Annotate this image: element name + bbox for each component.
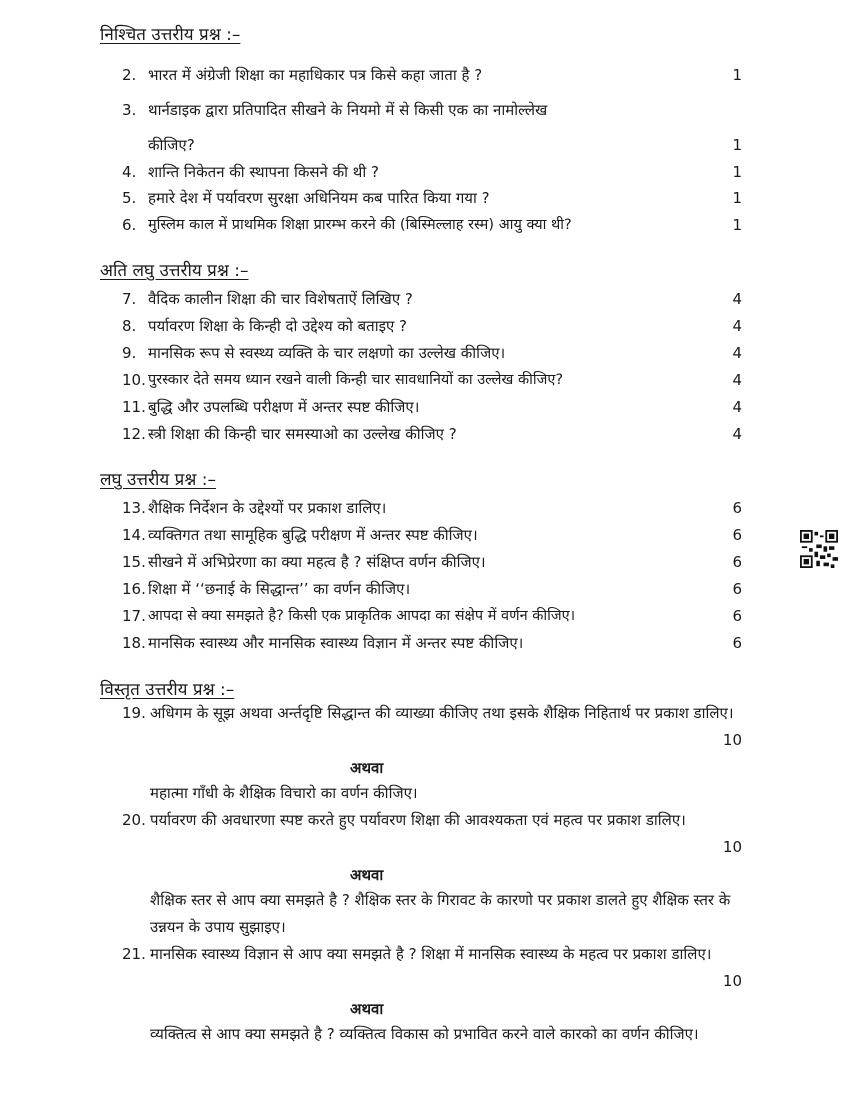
question-number: 3. xyxy=(122,101,137,119)
question-text: मुस्लिम काल में प्राथमिक शिक्षा प्रारम्भ करने की (बिस्मिल्लाह रस्म) आयु क्या थी? xyxy=(148,217,572,233)
question-number: 8. xyxy=(122,317,137,335)
question-text: पर्यावरण की अवधारणा स्पष्ट करते हुए पर्यावरण शिक्षा की आवश्यकता एवं महत्व पर प्रकाश डालिए। xyxy=(150,811,686,829)
question-text: पर्यावरण शिक्षा के किन्ही दो उद्देश्य को बताइए ? xyxy=(148,317,407,335)
question-marks: 10 xyxy=(722,731,742,749)
question-marks: 6 xyxy=(732,499,742,517)
question-marks: 4 xyxy=(732,425,742,443)
question-number: 11. xyxy=(122,398,146,416)
question-number: 6. xyxy=(122,216,137,234)
question-marks: 4 xyxy=(732,371,742,389)
question-item xyxy=(122,941,742,995)
section-heading-definite: निश्चित उत्तरीय प्रश्न :– xyxy=(100,25,241,45)
question-marks: 10 xyxy=(722,838,742,856)
question-number: 7. xyxy=(122,290,137,308)
question-number: 17. xyxy=(122,607,146,625)
question-marks: 4 xyxy=(732,317,742,335)
question-text: आपदा से क्या समझते है? किसी एक प्राकृतिक आपदा का संक्षेप में वर्णन कीजिए। xyxy=(148,608,576,624)
question-text: शिक्षा में ‘‘छनाई के सिद्धान्त’’ का वर्णन कीजिए। xyxy=(148,580,411,598)
question-text: मानसिक स्वास्थ्य विज्ञान से आप क्या समझते है ? शिक्षा में मानसिक स्वास्थ्य के महत्व पर प्रकाश डालिए। xyxy=(150,945,712,963)
question-marks: 6 xyxy=(732,580,742,598)
question-marks: 1 xyxy=(732,189,742,207)
alternative-question-text: महात्मा गाँधी के शैक्षिक विचारो का वर्णन कीजिए। xyxy=(150,784,418,802)
question-text: वैदिक कालीन शिक्षा की चार विशेषताऐं लिखिए ? xyxy=(148,290,413,308)
question-marks: 4 xyxy=(732,344,742,362)
question-number: 13. xyxy=(122,499,146,517)
question-text: स्त्री शिक्षा की किन्ही चार समस्याओ का उल्लेख कीजिए ? xyxy=(148,425,457,443)
question-marks: 6 xyxy=(732,553,742,571)
question-marks: 6 xyxy=(732,634,742,652)
question-marks: 4 xyxy=(732,290,742,308)
question-text: व्यक्तिगत तथा सामूहिक बुद्धि परीक्षण में अन्तर स्पष्ट कीजिए। xyxy=(148,526,478,544)
question-marks: 1 xyxy=(732,66,742,84)
question-number: 14. xyxy=(122,526,146,544)
question-number: 4. xyxy=(122,163,137,181)
question-number: 18. xyxy=(122,634,146,652)
alternative-question-text: शैक्षिक स्तर से आप क्या समझते है ? शैक्षिक स्तर के गिरावट के कारणो पर प्रकाश डालते हुए शैक्षिक स्तर के उन्नयन के उपाय सुझाइए। xyxy=(150,891,731,936)
section-heading-long: विस्तृत उत्तरीय प्रश्न :– xyxy=(100,680,235,700)
question-marks: 6 xyxy=(732,526,742,544)
question-text: बुद्धि और उपलब्धि परीक्षण में अन्तर स्पष्ट कीजिए। xyxy=(148,398,420,416)
question-text: शान्ति निकेतन की स्थापना किसने की थी ? xyxy=(148,163,379,181)
question-number: 2. xyxy=(122,66,137,84)
question-text: थार्नडाइक द्वारा प्रतिपादित सीखने के नियमो में से किसी एक का नामोल्लेख xyxy=(148,101,548,119)
question-number: 21. xyxy=(122,945,146,963)
question-marks: 4 xyxy=(732,398,742,416)
alternative-question-text: व्यक्तित्व से आप क्या समझते है ? व्यक्तित्व विकास को प्रभावित करने वाले कारको का वर्णन कीजिए। xyxy=(150,1025,699,1043)
question-number: 20. xyxy=(122,811,146,829)
question-text: सीखने में अभिप्रेरणा का क्या महत्व है ? संक्षिप्त वर्णन कीजिए। xyxy=(148,553,486,571)
section-heading-short: लघु उत्तरीय प्रश्न :– xyxy=(100,470,216,490)
question-text: भारत में अंग्रेजी शिक्षा का महाधिकार पत्र किसे कहा जाता है ? xyxy=(148,66,483,84)
question-item xyxy=(122,700,742,754)
qr-code-icon xyxy=(800,530,838,568)
question-marks: 10 xyxy=(722,972,742,990)
question-text: हमारे देश में पर्यावरण सुरक्षा अधिनियम कब पारित किया गया ? xyxy=(148,189,490,207)
question-marks: 6 xyxy=(732,607,742,625)
question-number: 15. xyxy=(122,553,146,571)
question-number: 5. xyxy=(122,189,137,207)
question-number: 16. xyxy=(122,580,146,598)
question-text: पुरस्कार देते समय ध्यान रखने वाली किन्ही चार सावधानियों का उल्लेख कीजिए? xyxy=(148,372,564,388)
question-marks: 1 xyxy=(732,216,742,234)
question-text: मानसिक रूप से स्वस्थ्य व्यक्ति के चार लक्षणो का उल्लेख कीजिए। xyxy=(148,344,506,362)
question-number: 9. xyxy=(122,344,137,362)
or-label: अथवा xyxy=(350,1000,384,1018)
question-text: अधिगम के सूझ अथवा अर्न्तदृष्टि सिद्धान्त की व्याख्या कीजिए तथा इसके शैक्षिक निहितार्थ पर प्रकाश डालिए। xyxy=(150,704,734,722)
or-label: अथवा xyxy=(350,759,384,777)
question-text: कीजिए? xyxy=(148,136,195,154)
question-number: 12. xyxy=(122,425,146,443)
question-marks: 1 xyxy=(732,136,742,154)
question-text: शैक्षिक निर्देशन के उद्देश्यों पर प्रकाश डालिए। xyxy=(148,499,387,517)
section-heading-very-short: अति लघु उत्तरीय प्रश्न :– xyxy=(100,261,249,281)
or-label: अथवा xyxy=(350,866,384,884)
question-marks: 1 xyxy=(732,163,742,181)
question-number: 19. xyxy=(122,704,146,722)
question-number: 10. xyxy=(122,371,146,389)
question-item xyxy=(122,807,742,861)
question-text: मानसिक स्वास्थ्य और मानसिक स्वास्थ्य विज्ञान में अन्तर स्पष्ट कीजिए। xyxy=(148,634,524,652)
